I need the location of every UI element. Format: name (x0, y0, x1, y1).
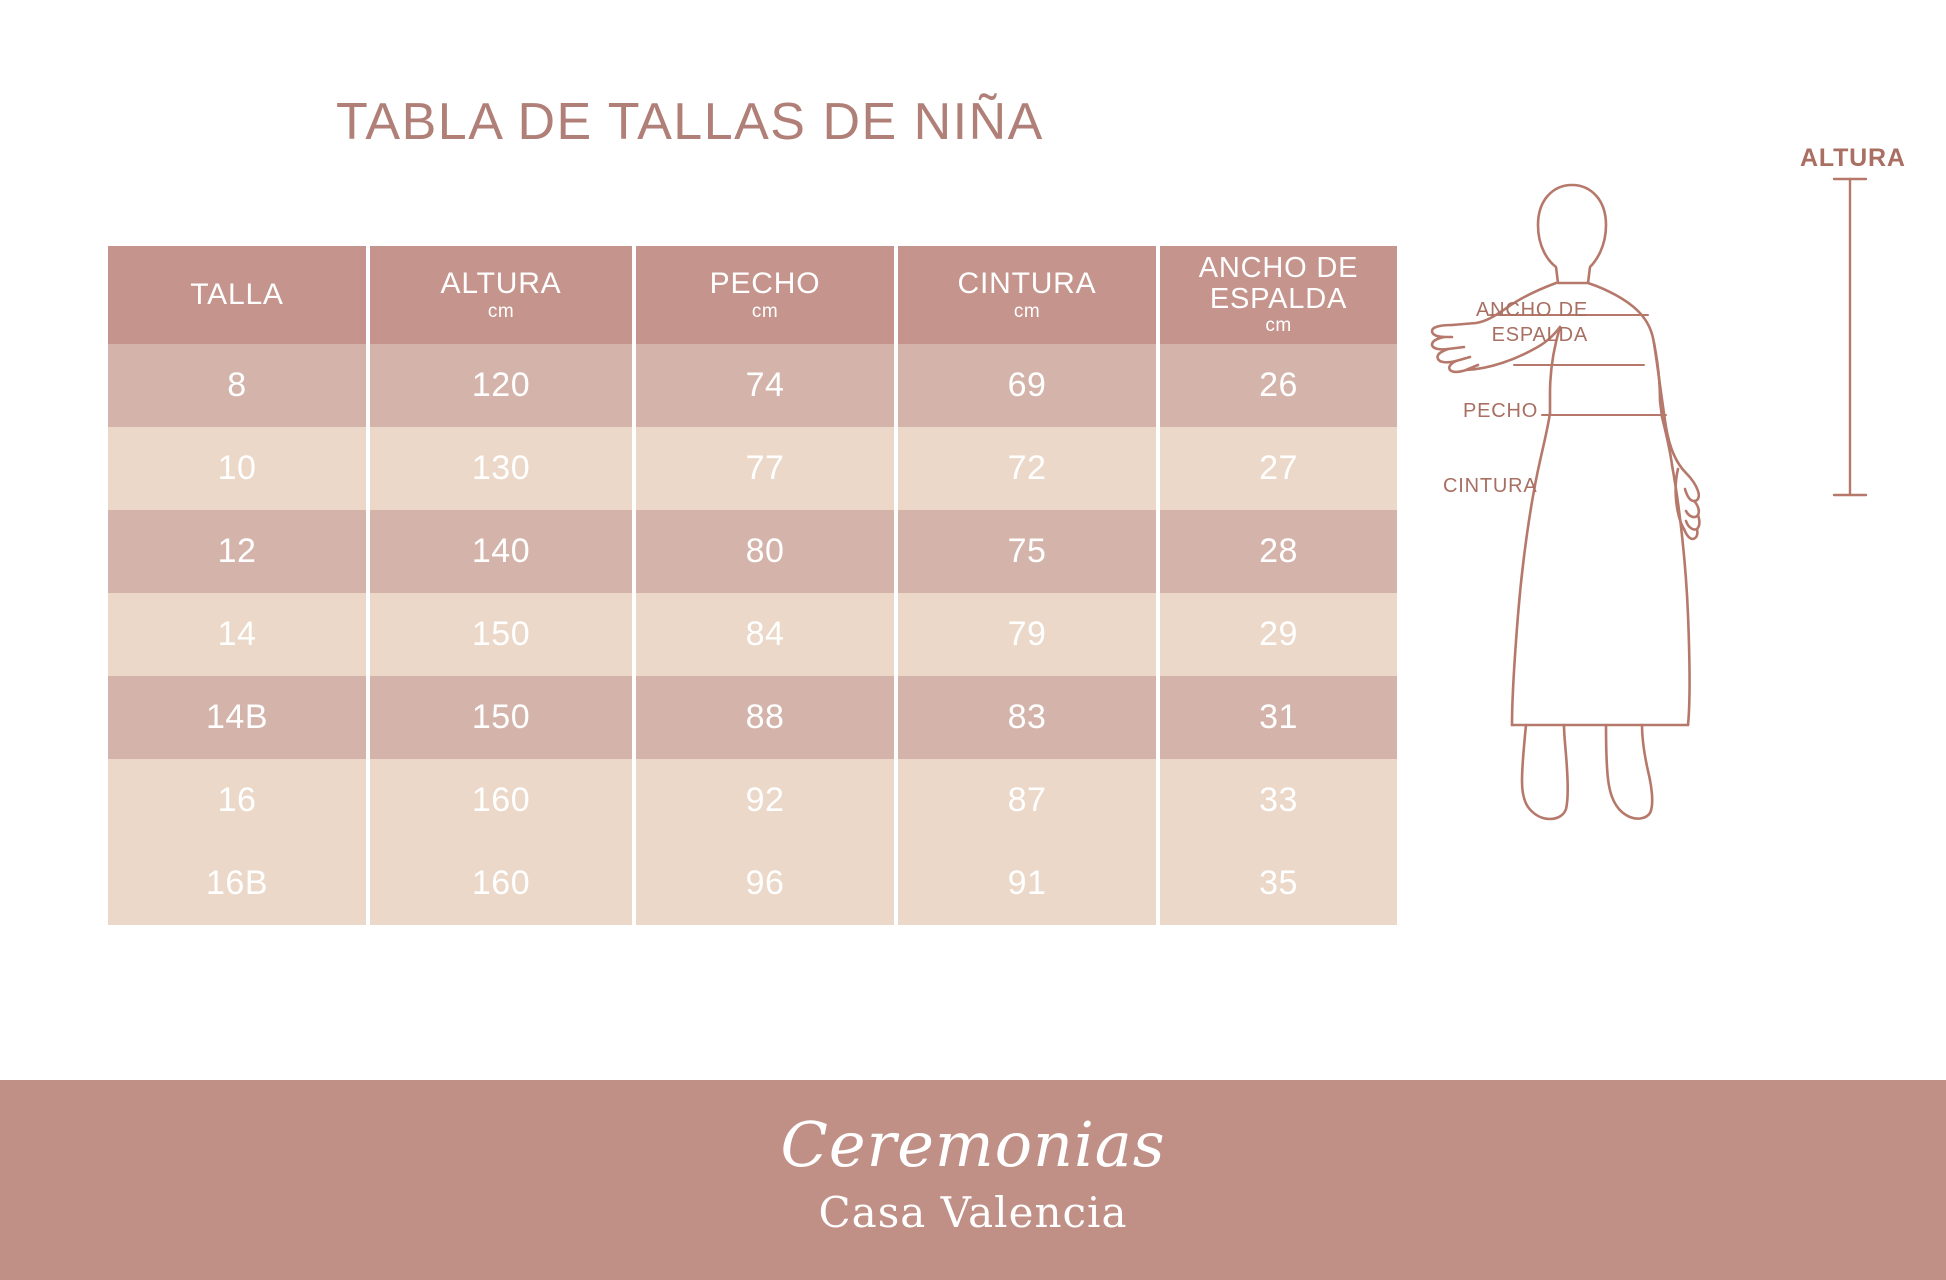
table-body (108, 344, 1397, 925)
column-header-cintura-unit: cm (1013, 300, 1041, 322)
column-header-pecho-unit: cm (751, 300, 779, 322)
column-header-ancho-espalda-line2: ESPALDA (1209, 282, 1348, 315)
table-row (108, 759, 1397, 842)
cell-cintura: 83 (898, 676, 1156, 759)
cell-altura: 140 (370, 510, 632, 593)
cell-talla: 8 (108, 344, 366, 427)
label-ancho-espalda-line2: ESPALDA (1491, 324, 1588, 346)
column-header-pecho (636, 246, 894, 344)
column-header-ancho-espalda-unit: cm (1265, 315, 1292, 337)
cell-espalda: 26 (1160, 344, 1397, 427)
label-cintura: CINTURA (1443, 475, 1538, 497)
column-header-talla-label: TALLA (190, 277, 284, 311)
cell-altura: 130 (370, 427, 632, 510)
brand-name: Ceremonias (780, 1108, 1166, 1181)
column-header-ancho-espalda (1160, 246, 1397, 344)
table-row (108, 842, 1397, 925)
cell-pecho: 74 (636, 344, 894, 427)
cell-pecho: 80 (636, 510, 894, 593)
cell-altura: 160 (370, 759, 632, 842)
column-header-altura-label: ALTURA (440, 266, 562, 300)
table-row (108, 344, 1397, 427)
cell-talla: 10 (108, 427, 366, 510)
column-header-cintura-label: CINTURA (957, 266, 1097, 300)
cell-talla: 16B (108, 842, 366, 925)
page-title: TABLA DE TALLAS DE NIÑA (336, 93, 1044, 151)
cell-espalda: 29 (1160, 593, 1397, 676)
column-header-altura-unit: cm (487, 300, 515, 322)
cell-altura: 150 (370, 676, 632, 759)
table-row (108, 510, 1397, 593)
label-pecho: PECHO (1463, 400, 1539, 422)
brand-subtitle: Casa Valencia (818, 1188, 1128, 1237)
column-header-ancho-espalda-line1: ANCHO DE (1198, 252, 1359, 285)
cell-cintura: 75 (898, 510, 1156, 593)
cell-espalda: 35 (1160, 842, 1397, 925)
cell-altura: 150 (370, 593, 632, 676)
cell-talla: 12 (108, 510, 366, 593)
column-header-pecho-label: PECHO (709, 266, 821, 300)
cell-espalda: 28 (1160, 510, 1397, 593)
column-header-talla (108, 246, 366, 344)
footer-bar (0, 1080, 1946, 1280)
cell-espalda: 27 (1160, 427, 1397, 510)
label-ancho-espalda (1468, 298, 1588, 348)
label-altura: ALTURA (1800, 144, 1906, 172)
cell-talla: 14B (108, 676, 366, 759)
cell-altura: 120 (370, 344, 632, 427)
cell-espalda: 33 (1160, 759, 1397, 842)
table-row (108, 593, 1397, 676)
cell-talla: 16 (108, 759, 366, 842)
cell-altura: 160 (370, 842, 632, 925)
column-header-cintura (898, 246, 1156, 344)
table-header (108, 246, 1397, 344)
cell-cintura: 69 (898, 344, 1156, 427)
cell-pecho: 77 (636, 427, 894, 510)
table-row (108, 427, 1397, 510)
column-header-altura (370, 246, 632, 344)
cell-cintura: 72 (898, 427, 1156, 510)
cell-pecho: 96 (636, 842, 894, 925)
cell-espalda: 31 (1160, 676, 1397, 759)
cell-cintura: 91 (898, 842, 1156, 925)
cell-cintura: 87 (898, 759, 1156, 842)
body-measurement-diagram (1430, 165, 1930, 925)
cell-pecho: 84 (636, 593, 894, 676)
table-row (108, 676, 1397, 759)
cell-pecho: 92 (636, 759, 894, 842)
size-table (104, 246, 1401, 925)
table-header-row (108, 246, 1397, 344)
label-ancho-espalda-line1: ANCHO DE (1476, 299, 1588, 321)
cell-pecho: 88 (636, 676, 894, 759)
female-figure-icon (1430, 165, 1930, 925)
cell-talla: 14 (108, 593, 366, 676)
size-table-container (104, 246, 1387, 925)
cell-cintura: 79 (898, 593, 1156, 676)
